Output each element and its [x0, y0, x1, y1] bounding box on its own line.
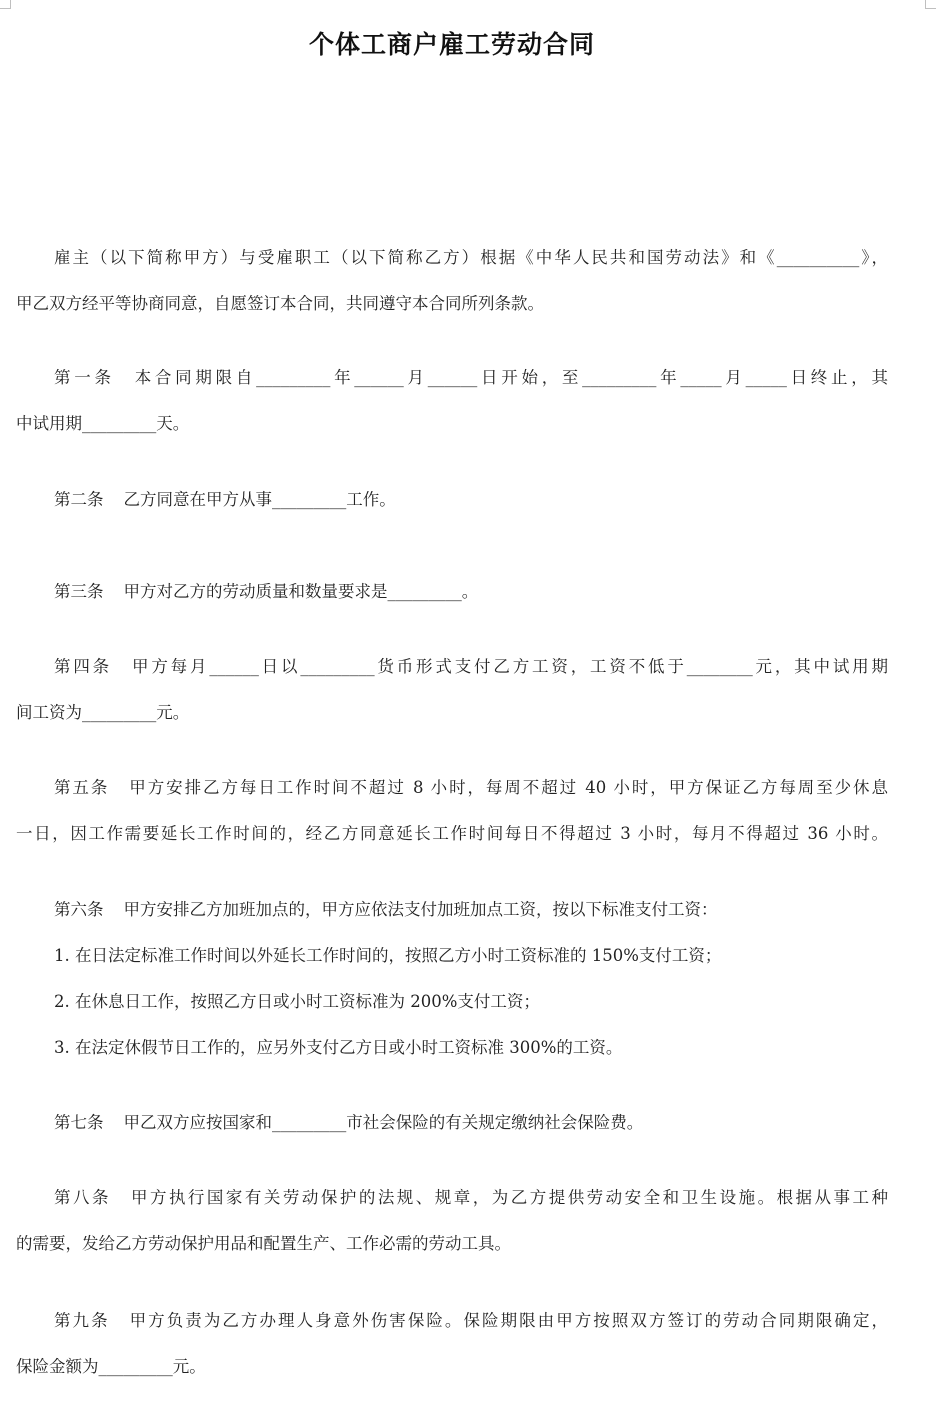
list-item: 1. 在日法定标准工作时间以外延长工作时间的，按照乙方小时工资标准的 150%支付工资； — [54, 946, 722, 965]
article-3 — [16, 580, 888, 626]
article-2 — [16, 488, 888, 534]
article-line — [16, 1186, 888, 1232]
article-label: 第五条 — [54, 778, 110, 797]
article-label: 第九条 — [54, 1311, 110, 1330]
article-5 — [16, 776, 888, 868]
article-7 — [16, 1111, 888, 1157]
article-label: 第一条 — [54, 368, 115, 387]
preamble-line: 雇主（以下简称甲方）与受雇职工（以下简称乙方）根据《中华人民共和国劳动法》和《__________》， — [54, 248, 888, 267]
article-text: 甲方每月______日以_________货币形式支付乙方工资，工资不低于________元，其中试用期 — [132, 657, 889, 676]
article-text: 甲方安排乙方每日工作时间不超过 8 小时，每周不超过 40 小时，甲方保证乙方每周至少休息 — [129, 778, 888, 797]
page-corner-mark-left — [0, 0, 11, 9]
list-item: 3. 在法定休假节日工作的，应另外支付乙方日或小时工资标准 300%的工资。 — [54, 1038, 623, 1057]
article-label: 第八条 — [54, 1188, 111, 1207]
preamble — [16, 246, 888, 338]
article-label: 第三条 — [54, 582, 104, 601]
article-label: 第七条 — [54, 1113, 104, 1132]
article-line — [16, 898, 888, 944]
article-line — [16, 776, 888, 822]
page-corner-mark-right — [925, 0, 936, 9]
article-line: 一日，因工作需要延长工作时间的，经乙方同意延长工作时间每日不得超过 3 小时，每月不得超过 36 小时。 — [16, 824, 888, 843]
article-text: 甲方安排乙方加班加点的，甲方应依法支付加班加点工资，按以下标准支付工资： — [123, 900, 718, 919]
article-label: 第二条 — [54, 490, 104, 509]
article-text: 乙方同意在甲方从事_________工作。 — [123, 490, 396, 509]
article-line — [16, 488, 888, 534]
article-line: 的需要，发给乙方劳动保护用品和配置生产、工作必需的劳动工具。 — [16, 1234, 511, 1253]
article-label: 第六条 — [54, 900, 104, 919]
article-line: 保险金额为_________元。 — [16, 1357, 206, 1376]
article-text: 甲方执行国家有关劳动保护的法规、规章，为乙方提供劳动安全和卫生设施。根据从事工种 — [130, 1188, 889, 1207]
article-9 — [16, 1309, 888, 1401]
article-text: 甲乙双方应按国家和_________市社会保险的有关规定缴纳社会保险费。 — [123, 1113, 644, 1132]
article-1 — [16, 366, 888, 458]
article-line — [16, 655, 888, 701]
article-8 — [16, 1186, 888, 1278]
article-line — [16, 1309, 888, 1355]
article-text: 甲方负责为乙方办理人身意外伤害保险。保险期限由甲方按照双方签订的劳动合同期限确定， — [129, 1311, 889, 1330]
article-text: 本合同期限自_________年______月______日开始，至_________年_____月_____日终止，其 — [134, 368, 889, 387]
article-line — [16, 1111, 888, 1157]
article-line — [16, 366, 888, 412]
article-text: 甲方对乙方的劳动质量和数量要求是_________。 — [123, 582, 479, 601]
preamble-line: 甲乙双方经平等协商同意，自愿签订本合同，共同遵守本合同所列条款。 — [16, 294, 544, 313]
document-title: 个体工商户雇工劳动合同 — [308, 30, 595, 59]
article-line: 间工资为_________元。 — [16, 703, 190, 722]
list-item: 2. 在休息日工作，按照乙方日或小时工资标准为 200%支付工资； — [54, 992, 540, 1011]
article-label: 第四条 — [54, 657, 112, 676]
article-6 — [16, 898, 888, 1082]
article-line: 中试用期_________天。 — [16, 414, 190, 433]
article-4 — [16, 655, 888, 747]
article-line — [16, 580, 888, 626]
